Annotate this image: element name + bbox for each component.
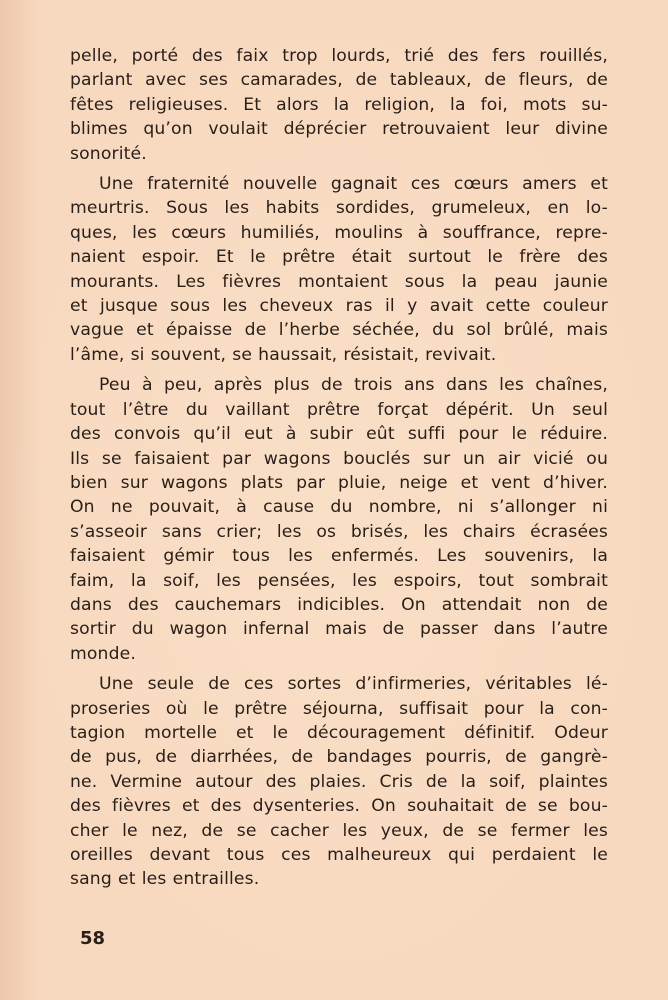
text-line: Une fraternité nouvelle gagnait ces cœurs amers et <box>99 174 608 195</box>
text-line: parlant avec ses camarades, de tableaux, de fleurs, de <box>70 70 608 91</box>
text-line: bien sur wagons plats par pluie, neige et vent d’hiver. <box>70 472 608 493</box>
paragraph-1 <box>70 44 608 166</box>
text-line: fêtes religieuses. Et alors la religion, la foi, mots su- <box>70 94 608 115</box>
text-line: s’asseoir sans crier; les os brisés, les chairs écrasées <box>70 521 608 542</box>
text-line: meurtris. Sous les habits sordides, grumeleux, en lo- <box>70 198 608 219</box>
text-line: dans des cauchemars indicibles. On attendait non de <box>70 594 608 615</box>
text-line: Ils se faisaient par wagons bouclés sur un air vicié ou <box>70 448 608 469</box>
text-line: vague et épaisse de l’herbe séchée, du sol brûlé, mais <box>70 320 608 341</box>
text-line: proseries où le prêtre séjourna, suffisait pour la con- <box>70 698 608 719</box>
text-line: Une seule de ces sortes d’infirmeries, véritables lé- <box>99 674 608 695</box>
text-line: ques, les cœurs humiliés, moulins à souffrance, repre- <box>70 222 608 243</box>
page-number: 58 <box>80 928 106 949</box>
text-line: monde. <box>70 643 136 664</box>
text-line: sonorité. <box>70 143 147 164</box>
text-line: faim, la soif, les pensées, les espoirs, tout sombrait <box>70 570 608 591</box>
text-line: blimes qu’on voulait déprécier retrouvaient leur divine <box>70 119 608 140</box>
text-line: Peu à peu, après plus de trois ans dans les chaînes, <box>99 375 608 396</box>
text-line: naient espoir. Et le prêtre était surtout le frère des <box>70 247 608 268</box>
text-line: de pus, de diarrhées, de bandages pourris, de gangrè- <box>70 747 608 768</box>
text-line: mourants. Les fièvres montaient sous la peau jaunie <box>70 271 608 292</box>
page-body <box>70 44 608 898</box>
text-line: tout l’être du vaillant prêtre forçat dépérit. Un seul <box>70 399 608 420</box>
text-line: des fièvres et des dysenteries. On souhaitait de se bou- <box>70 796 608 817</box>
text-line: et jusque sous les cheveux ras il y avait cette couleur <box>70 296 608 317</box>
paragraph-4 <box>70 672 608 892</box>
text-line: oreilles devant tous ces malheureux qui perdaient le <box>70 845 608 865</box>
text-line: des convois qu’il eut à subir eût suffi pour le réduire. <box>70 424 608 445</box>
text-line: cher le nez, de se cacher les yeux, de se fermer les <box>70 820 608 841</box>
text-line: faisaient gémir tous les enfermés. Les souvenirs, la <box>70 546 608 567</box>
text-line: On ne pouvait, à cause du nombre, ni s’allonger ni <box>70 497 608 518</box>
text-line: ne. Vermine autour des plaies. Cris de la soif, plaintes <box>70 771 608 792</box>
text-line: tagion mortelle et le découragement définitif. Odeur <box>70 722 608 743</box>
paragraph-2 <box>70 172 608 367</box>
paragraph-3 <box>70 373 608 666</box>
text-line: sang et les entrailles. <box>70 869 260 890</box>
text-line: pelle, porté des faix trop lourds, trié des fers rouillés, <box>70 46 608 66</box>
text-line: l’âme, si souvent, se haussait, résistait, revivait. <box>70 344 497 365</box>
text-line: sortir du wagon infernal mais de passer dans l’autre <box>70 619 608 640</box>
